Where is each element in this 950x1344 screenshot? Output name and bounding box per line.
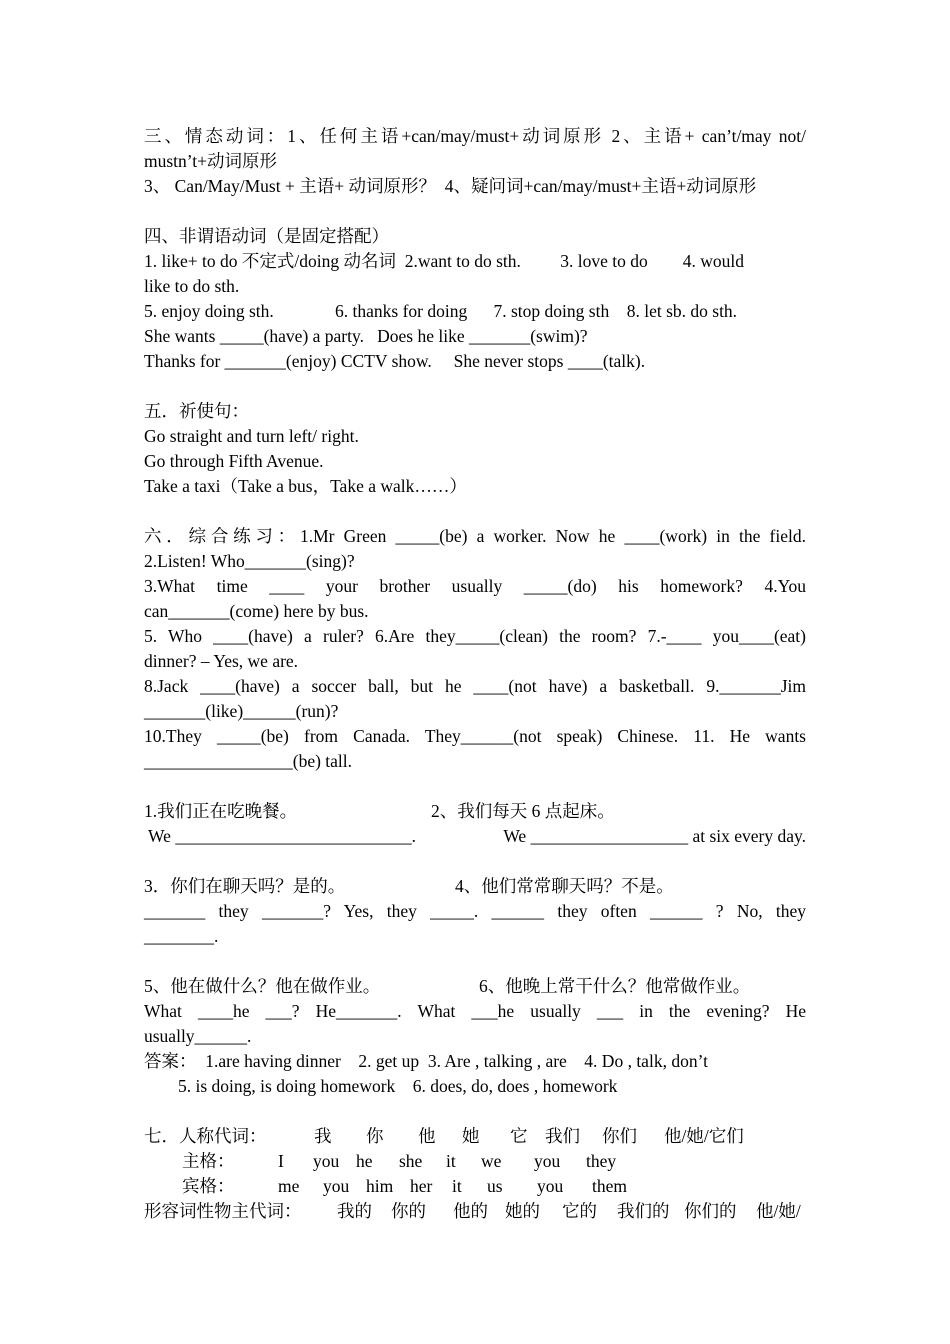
imperative-line-3: Take a taxi（Take a bus，Take a walk……） [144, 476, 467, 496]
subject-pronoun: he [356, 1151, 373, 1171]
translation-answer-3-cont: ________. [144, 926, 219, 946]
pronoun-head: 我们 [545, 1126, 580, 1146]
practice-line-9: 10.They _____(be) from Canada. They______(not speak) Chinese. 11. He wants [144, 726, 806, 746]
possessive-pronoun: 他/她/ [756, 1201, 801, 1221]
nonfinite-line-2: like to do sth. [144, 276, 240, 296]
practice-line-4: can_______(come) here by bus. [144, 601, 369, 621]
nonfinite-line-3: 5. enjoy doing sth. 6. thanks for doing 7. stop doing sth 8. let sb. do sth. [144, 301, 738, 321]
subject-pronoun: you [534, 1151, 561, 1171]
pronoun-header-row [144, 1124, 806, 1149]
modal-verbs-rule-2: 3、 Can/May/Must + 主语+ 动词原形？ 4、疑问词+can/may/must+主语+动词原形 [144, 176, 757, 196]
translation-answer-row-1 [144, 824, 806, 849]
imperative-line-1: Go straight and turn left/ right. [144, 426, 359, 446]
possessive-pronoun: 她的 [505, 1201, 540, 1221]
subject-pronoun: we [481, 1151, 502, 1171]
practice-line-5: 5. Who ____(have) a ruler? 6.Are they_____(clean) the room? 7.-____ you____(eat) [144, 626, 806, 646]
modal-verbs-rule-1: 三、情态动词：1、任何主语+can/may/must+动词原形 2、主语+ can’t/may not/ [144, 126, 806, 146]
pronoun-head: 他/她/它们 [664, 1126, 744, 1146]
possessive-pronoun: 你的 [391, 1201, 426, 1221]
translation-answer-2: We __________________ at six every day. [503, 826, 806, 846]
personal-pronouns-title: 七．人称代词： [144, 1126, 267, 1146]
pronoun-head: 它 [510, 1126, 528, 1146]
translation-question-5: 5、他在做什么？他在做作业。 [144, 976, 381, 996]
pronoun-head: 我 [314, 1126, 332, 1146]
possessive-label: 形容词性物主代词： [144, 1201, 302, 1221]
possessive-pronoun: 我们的 [617, 1201, 670, 1221]
translation-question-2: 2、我们每天 6 点起床。 [431, 801, 615, 821]
subject-pronoun: I [278, 1151, 284, 1171]
translation-answer-3: _______ they _______? Yes, they _____. ______ they often ______ ? No, they [144, 901, 806, 921]
translation-question-6: 6、他晚上常干什么？他常做作业。 [479, 976, 751, 996]
translation-question-3: 3．你们在聊天吗？是的。 [144, 876, 346, 896]
imperative-line-2: Go through Fifth Avenue. [144, 451, 324, 471]
pronoun-head: 你们 [602, 1126, 637, 1146]
nonfinite-verbs-title: 四、非谓语动词（是固定搭配） [144, 226, 389, 246]
translation-answer-1: We ___________________________. [144, 826, 416, 846]
nonfinite-exercise-1: She wants _____(have) a party. Does he like _______(swim)? [144, 326, 588, 346]
nonfinite-line-1: 1. like+ to do 不定式/doing 动名词 2.want to do sth. 3. love to do 4. would [144, 251, 744, 271]
translation-answer-5: What ____he ___? He_______. What ___he usually ___ in the evening? He [144, 1001, 806, 1021]
subject-pronoun: they [586, 1151, 617, 1171]
nonfinite-exercise-2: Thanks for _______(enjoy) CCTV show. She never stops ____(talk). [144, 351, 646, 371]
possessive-pronoun: 它的 [562, 1201, 597, 1221]
pronoun-head: 他 [418, 1126, 436, 1146]
answer-key-line-1: 答案： 1.are having dinner 2. get up 3. Are , talking , are 4. Do , talk, don’t [144, 1051, 708, 1071]
pronoun-head: 你 [366, 1126, 384, 1146]
object-pronoun: him [366, 1176, 394, 1196]
subject-pronoun: she [399, 1151, 423, 1171]
object-pronoun: me [278, 1176, 300, 1196]
imperative-title: 五．祈使句： [144, 401, 249, 421]
practice-line-3: 3.What time ____ your brother usually _____(do) his homework? 4.You [144, 576, 806, 596]
object-pronoun: you [537, 1176, 564, 1196]
practice-line-8: _______(like)______(run)? [144, 701, 339, 721]
object-pronoun: us [487, 1176, 503, 1196]
translation-question-row-1 [144, 799, 806, 824]
translation-answer-5-cont: usually______. [144, 1026, 252, 1046]
object-pronoun: it [452, 1176, 462, 1196]
object-pronoun: her [410, 1176, 433, 1196]
answer-key-line-2: 5. is doing, is doing homework 6. does, do, does , homework [178, 1076, 618, 1096]
pronoun-possessive-row [144, 1199, 806, 1224]
translation-question-1: 1.我们正在吃晚餐。 [144, 801, 298, 821]
object-pronoun: you [323, 1176, 350, 1196]
subject-pronoun: you [313, 1151, 340, 1171]
possessive-pronoun: 我的 [337, 1201, 372, 1221]
possessive-pronoun: 他的 [453, 1201, 488, 1221]
object-case-label: 宾格： [182, 1176, 235, 1196]
pronoun-head: 她 [462, 1126, 480, 1146]
practice-line-2: 2.Listen! Who_______(sing)? [144, 551, 355, 571]
practice-line-6: dinner? – Yes, we are. [144, 651, 299, 671]
pronoun-subject-row [144, 1149, 806, 1174]
object-pronoun: them [592, 1176, 627, 1196]
subject-case-label: 主格： [182, 1151, 235, 1171]
translation-question-row-3 [144, 974, 806, 999]
pronoun-object-row [144, 1174, 806, 1199]
possessive-pronoun: 你们的 [684, 1201, 737, 1221]
translation-question-row-2 [144, 874, 806, 899]
modal-verbs-rule-1-cont: mustn’t+动词原形 [144, 151, 278, 171]
translation-question-4: 4、他们常常聊天吗？不是。 [455, 876, 674, 896]
practice-line-7: 8.Jack ____(have) a soccer ball, but he ____(not have) a basketball. 9._______Jim [144, 676, 806, 696]
practice-line-10: _________________(be) tall. [144, 751, 353, 771]
subject-pronoun: it [446, 1151, 456, 1171]
document-page [144, 124, 806, 1224]
practice-line-1: 六．综合练习：1.Mr Green _____(be) a worker. Now he ____(work) in the field. [144, 526, 806, 546]
